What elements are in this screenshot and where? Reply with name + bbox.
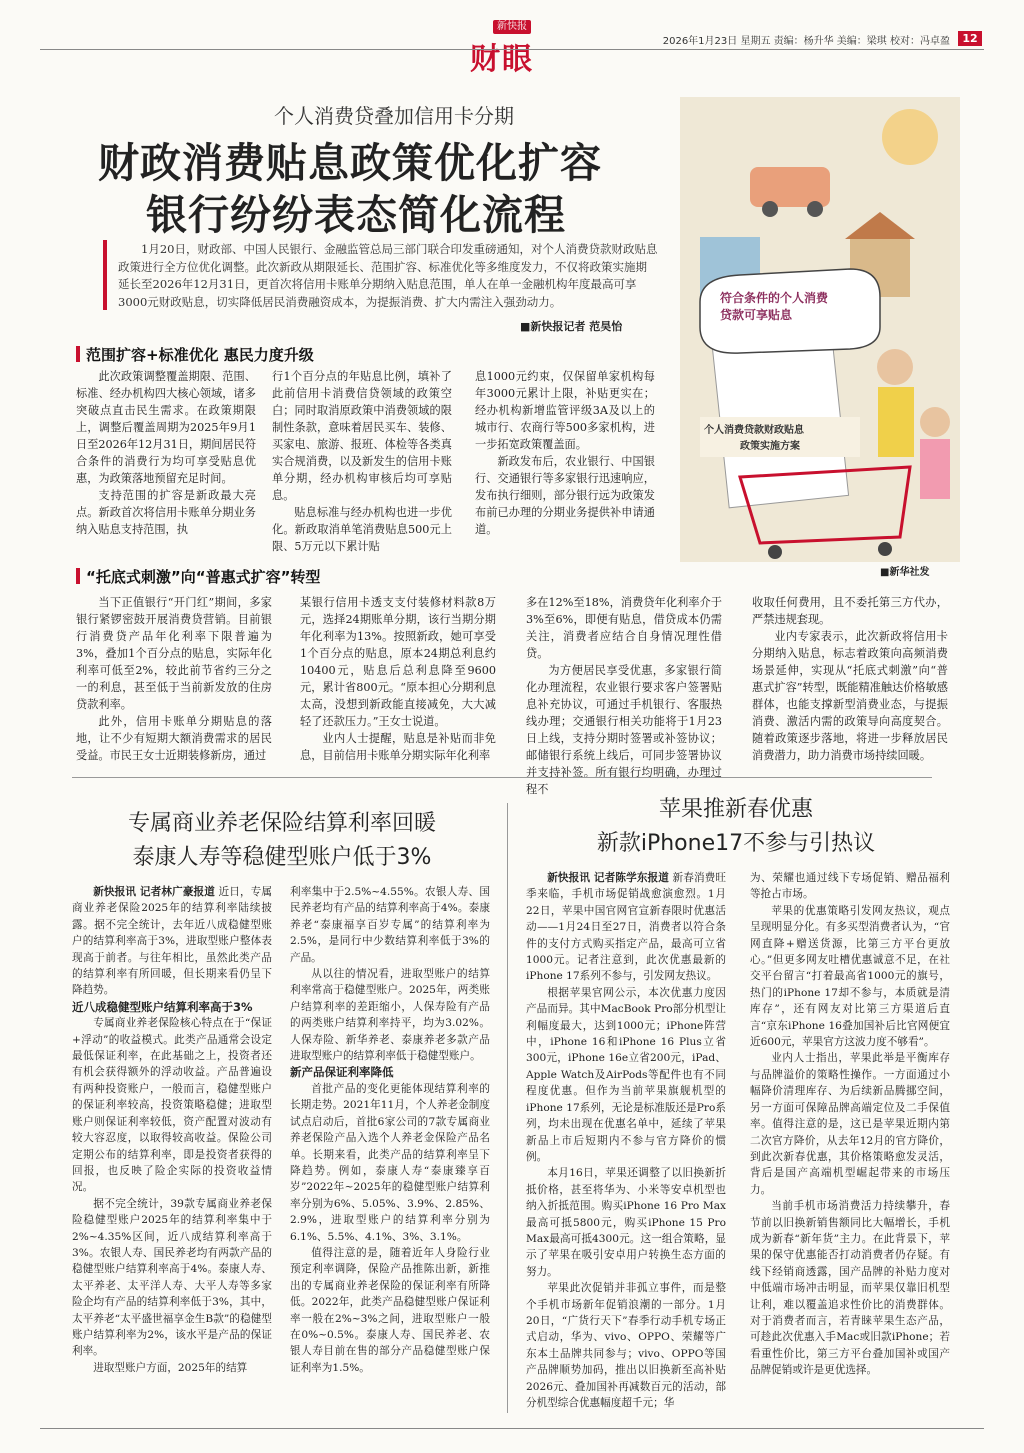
footer-rule	[40, 1428, 984, 1429]
page-number: 12	[958, 31, 982, 46]
paragraph: 进取型账户方面，2025年的结算	[93, 1361, 248, 1374]
main-byline: ■新快报记者 范昊怡	[520, 320, 623, 333]
paragraph: 支持范围的扩容是新政最大亮点。新政首次将信用卡账单分期业务纳入贴息支持范围，执	[76, 489, 256, 536]
apple-column-1	[526, 870, 726, 1411]
main-kicker: 个人消费贷叠加信用卡分期	[274, 104, 514, 128]
pension-subhead-2: 新产品保证利率降低	[290, 1065, 394, 1080]
paragraph: 本月16日，苹果还调整了以旧换新折抵价格，甚至将华为、小米等安卓机型也纳入折抵范围。购买iPhone 16 Pro Max最高可抵5800元，购买iPhone 15 Pro Max最高可抵4300元。这一组合策略，显示了苹果在吸引安卓用户转换生态方面的努力。	[526, 1167, 726, 1278]
sec1-column-1	[76, 368, 256, 538]
paragraph	[526, 870, 726, 985]
illustration-credit: ■新华社发	[880, 567, 930, 578]
paragraph: 息1000元约束，仅保留单家机构每年3000元累计上限，补贴更实在；经办机构新增监管评级3A及以上的城市行、农商行等500多家机构，进一步拓宽政策覆盖面。	[475, 370, 655, 451]
paragraph: 行1个百分点的年贴息比例，填补了此前信用卡消费信贷领域的政策空白；同时取消原政策中消费领域的限制性条款，意味着居民买车、装修、买家电、旅游、报班、体检等各类真实合规消费，以及新发生的信用卡账单分期，经办机构审核后均可享贴息。	[272, 370, 452, 502]
paragraph-text: 新春消费旺季来临，手机市场促销战愈演愈烈。1月22日，苹果中国官网官宣新春限时优惠活动——1月24日至27日，消费者以符合条件的支付方式购买指定产品，最高可立省1000元。记者注意到，此次优惠最新的iPhone 17系列不参与，引发网友热议。	[526, 872, 726, 983]
column-divider	[507, 803, 508, 1413]
paragraph: 苹果此次促销并非孤立事件，而是整个手机市场新年促销浪潮的一部分。1月20日，“广货行天下”春季行动手机专场正式启动，华为、vivo、OPPO、荣耀等广东本土品牌共同参与；vivo、OPPO等国产品牌顺势加码，推出以旧换新至高补贴2026元、叠加国补再减数百元的活动，部分机型综合优惠幅度超千元；华	[526, 1282, 726, 1409]
sec1-column-2	[272, 368, 452, 555]
sec1-column-3	[475, 368, 655, 538]
paragraph: 此次政策调整覆盖期限、范围、标准、经办机构四大核心领域，诸多突破点直击民生需求。在政策期限上，调整后覆盖周期为2025年9月1日至2026年12月31日，期间居民符合条件的消费行为均可享受贴息优惠，为政策落地预留充足时间。	[76, 370, 257, 485]
pension-headline-line1: 专属商业养老保险结算利率回暖	[127, 811, 436, 836]
paragraph	[72, 884, 272, 999]
main-headline-line1: 财政消费贴息政策优化扩容	[98, 139, 602, 187]
pension-column-2	[290, 884, 490, 1376]
badge-new-express: 新快报	[493, 20, 531, 34]
pension-headline-line2: 泰康人寿等稳健型账户低于3%	[132, 845, 432, 870]
paragraph: 专属商业养老保险核心特点在于“保证+浮动”的收益模式。此类产品通常会设定最低保证利率，在此基础之上，投资者还有机会获得额外的浮动收益。产品普遍设有两种投资账户，一般而言，稳健型账户的保证利率较高，投资策略稳健；进取型账户则保证利率较低，资产配置对波动有较大容忍度，以取得较高收益。保险公司定期公布的结算利率，即是投资者获得的回报，也反映了险企实际的投资收益情况。	[72, 1017, 272, 1194]
sec2-column-3	[526, 594, 722, 798]
paragraph: 当前手机市场消费活力持续攀升，春节前以旧换新销售额同比大幅增长，手机成为新春“新年货”主力。在此背景下，苹果的保守优惠能否打动消费者仍存疑。有线下经销商透露，国产品牌的补贴力度对中低端市场冲击明显，而苹果仅靠旧机型让利，难以覆盖追求性价比的消费群体。对于消费者而言，若青睐苹果生态产品，可趁此次优惠入手Mac或旧款iPhone；若看重性价比，第三方平台叠加国补或国产品牌促销或许是更优选择。	[750, 1200, 950, 1377]
apple-byline: 新快报讯 记者陈学东报道	[547, 872, 669, 884]
section-masthead: 财眼	[470, 42, 534, 77]
pension-subhead-1: 近八成稳健型账户结算利率高于3%	[72, 999, 253, 1014]
paragraph: 业内人士提醒，贴息是补贴而非免息，目前信用卡账单分期实际年化利率	[300, 732, 496, 762]
paragraph: 值得注意的是，随着近年人身险行业预定利率调降，保险产品推陈出新，新推出的专属商业养老保险的保证利率有所降低。2022年，此类产品稳健型账户保证利率一般在2%~3%之间，进取型账户一般在0%~0.5%。泰康人寿、国民养老、农银人寿目前在售的部分产品稳健型账户保证利率为1.5%。	[290, 1246, 490, 1374]
paragraph-text: 近日，专属商业养老保险2025年的结算利率陆续披露。据不完全统计，去年近八成稳健型账户的结算利率高于3%，进取型账户整体表现高于前者。与往年相比，虽然此类产品的结算利率有所回暖，但长期来看仍呈下降趋势。	[72, 886, 272, 997]
paragraph: 利率集中于2.5%~4.55%。农银人寿、国民养老均有产品的结算利率高于4%。泰康养老“泰康福享百岁专属”的结算利率为2.5%，是同行中少数结算利率低于3%的产品。	[290, 886, 490, 964]
sec2-column-2	[300, 594, 496, 764]
section-divider	[72, 777, 932, 778]
pension-column-1	[72, 884, 272, 1376]
lead-accent-bar	[103, 240, 107, 310]
dateline: 2026年1月23日 星期五 责编：杨升华 美编：梁琪 校对：冯卓盈	[662, 36, 950, 47]
paragraph: 此外，信用卡账单分期贴息的落地，让不少有短期大额消费需求的居民受益。市民王女士近期装修新房，通过	[76, 715, 272, 762]
paragraph: 业内专家表示，此次新政将信用卡分期纳入贴息，标志着政策向高频消费场景延伸，实现从“托底式刺激”向“普惠式扩容”转型，既能精准触达价格敏感群体，也能支撑新型消费业态，与提振消费、激活内需的政策导向高度契合。随着政策逐步落地，将进一步释放居民消费潜力，助力消费市场持续回暖。	[752, 630, 948, 762]
apple-column-2	[750, 870, 950, 1379]
paragraph: 贴息标准与经办机构也进一步优化。新政取消单笔消费贴息500元上限、5万元以下累计贴	[272, 506, 452, 553]
paragraph: 多在12%至18%，消费贷年化利率介于3%至6%，即便有贴息，借贷成本仍需关注，消费者应结合自身情况理性借贷。	[526, 596, 722, 660]
paragraph: 某银行信用卡透支支付装修材料款8万元，选择24期账单分期，该行当期分期年化利率为13%。按照新政，她可享受1个百分点的贴息，原本24期总利息约10400元，贴息后总利息降至9600元，累计省800元。“原本担心分期利息太高，没想到新政能直接减免，大大减轻了还款压力。”王女士说道。	[300, 596, 496, 728]
illus-bubble-text-1a: 符合条件的个人消费	[720, 291, 829, 305]
section1-heading: 范围扩容+标准优化 惠民力度升级	[76, 344, 314, 365]
apple-headline-line2: 新款iPhone17不参与引热议	[596, 831, 876, 856]
paragraph: 为方便居民享受优惠，多家银行简化办理流程，农业银行要求客户签署贴息补充协议，可通过手机银行、客服热线办理；交通银行相关功能将于1月23日上线，支持分期时签署或补签协议；邮储银行系统上线后，可同步签署协议并支持补签。所有银行均明确，办理过程不	[526, 664, 722, 796]
paragraph: 为、荣耀也通过线下专场促销、赠品福利等抢占市场。	[750, 872, 950, 901]
illus-doc-text-b: 政策实施方案	[740, 441, 800, 452]
illus-bubble-text-1b: 贷款可享贴息	[720, 308, 793, 322]
paragraph: 苹果的优惠策略引发网友热议，观点呈现明显分化。有多买型消费者认为，“官网直降+赠送货源，比第三方平台更放心。”但更多网友吐槽优惠诚意不足，在社交平台留言“打着最高省1000元的旗号，热门的iPhone 17却不参与，本质就是清库存”，还有网友对比第三方渠道后直言“京东iPhone 16叠加国补后比官网便宜近600元，苹果官方这波力度不够看”。	[750, 904, 950, 1049]
paragraph: 从以往的情况看，进取型账户的结算利率常高于稳健型账户。2025年，两类账户结算利率的差距缩小，人保寿险有产品的两类账户结算利率持平，均为3.02%。人保寿险、新华养老、泰康养老多款产品进取型账户的结算利率低于稳健型账户。	[290, 968, 490, 1063]
illustration-shopping-cart	[680, 97, 960, 562]
header-rule	[40, 49, 984, 50]
sec2-column-1	[76, 594, 272, 764]
illus-doc-text-a: 个人消费贷款财政贴息	[704, 425, 804, 436]
paragraph: 据不完全统计，39款专属商业养老保险稳健型账户2025年的结算利率集中于2%~4.35%区间，近八成结算利率高于3%。农银人寿、国民养老均有两款产品的稳健型账户结算利率高于4%。泰康人寿、太平养老、太平洋人寿、大平人寿等多家险企均有产品的结算利率低于3%，其中，太平养老“太平盛世福享金生B款”的稳健型账户结算利率为2%，该水平是产品的保证利率。	[72, 1197, 272, 1358]
paragraph: 根据苹果官网公示，本次优惠力度因产品而异。其中MacBook Pro部分机型让利幅度最大，达到1000元；iPhone阵营中，iPhone 16和iPhone 16 Plus立省300元，iPhone 16e立省200元，iPad、Apple Watch及AirPods等配件也有不同程度优惠。但作为当前苹果旗舰机型的iPhone 17系列，无论是标准版还是Pro系列，均未出现在优惠名单中，延续了苹果新品上市后短期内不参与官方降价的惯例。	[526, 986, 726, 1163]
paragraph: 新政发布后，农业银行、中国银行、交通银行等多家银行迅速响应，发布执行细则，部分银行远为政策发布前已办理的分期业务提供补申请通道。	[475, 455, 655, 536]
section2-heading: “托底式刺激”向“普惠式扩容”转型	[76, 566, 320, 587]
main-headline-line2: 银行纷纷表态简化流程	[146, 191, 566, 239]
paragraph: 业内人士指出，苹果此举是平衡库存与品牌溢价的策略性操作。一方面通过小幅降价清理库存、为后续新品腾挪空间，另一方面可保障品牌高端定位及二手保值率。值得注意的是，这已是苹果近期内第二次官方降价，从去年12月的官方降价，到此次新春优惠，其价格策略愈发灵活，背后是国产高端机型崛起带来的市场压力。	[750, 1052, 950, 1196]
paragraph: 收取任何费用，且不委托第三方代办，严禁违规套现。	[752, 596, 948, 626]
main-lead: 1月20日，财政部、中国人民银行、金融监管总局三部门联合印发重磅通知，对个人消费贷款财政贴息政策进行全方位优化调整。此次新政从期限延长、范围扩容、标准优化等多维度发力，不仅将政策实施期延长至2026年12月31日，更首次将信用卡账单分期纳入贴息范围，单人在单一金融机构年度最高可享3000元财政贴息，切实降低居民消费融资成本，为提振消费、扩大内需注入强劲动力。	[118, 242, 658, 309]
sec2-column-4	[752, 594, 948, 764]
pension-byline: 新快报讯 记者林广豪报道	[93, 886, 215, 898]
paragraph: 当下正值银行“开门红”期间，多家银行紧锣密鼓开展消费贷营销。目前银行消费贷产品年化利率下限普遍为3%，叠加1个百分点的贴息，实际年化利率可低至2%，较此前节省约三分之一的利息，甚至低于当前新发放的住房贷款利率。	[76, 596, 272, 711]
apple-headline-line1: 苹果推新春优惠	[658, 797, 813, 822]
paragraph: 首批产品的变化更能体现结算利率的长期走势。2021年11月，个人养老金制度试点启动后，首批6家公司的7款专属商业养老保险产品入选个人养老金保险产品名单。长期来看，此类产品的结算利率呈下降趋势。例如，泰康人寿“泰康臻享百岁”2022年~2025年的稳健型账户结算利率分别为6%、5.05%、3.9%、2.85%、2.9%，进取型账户的结算利率分别为6.1%、5.5%、4.1%、3%、3.1%。	[290, 1082, 490, 1243]
